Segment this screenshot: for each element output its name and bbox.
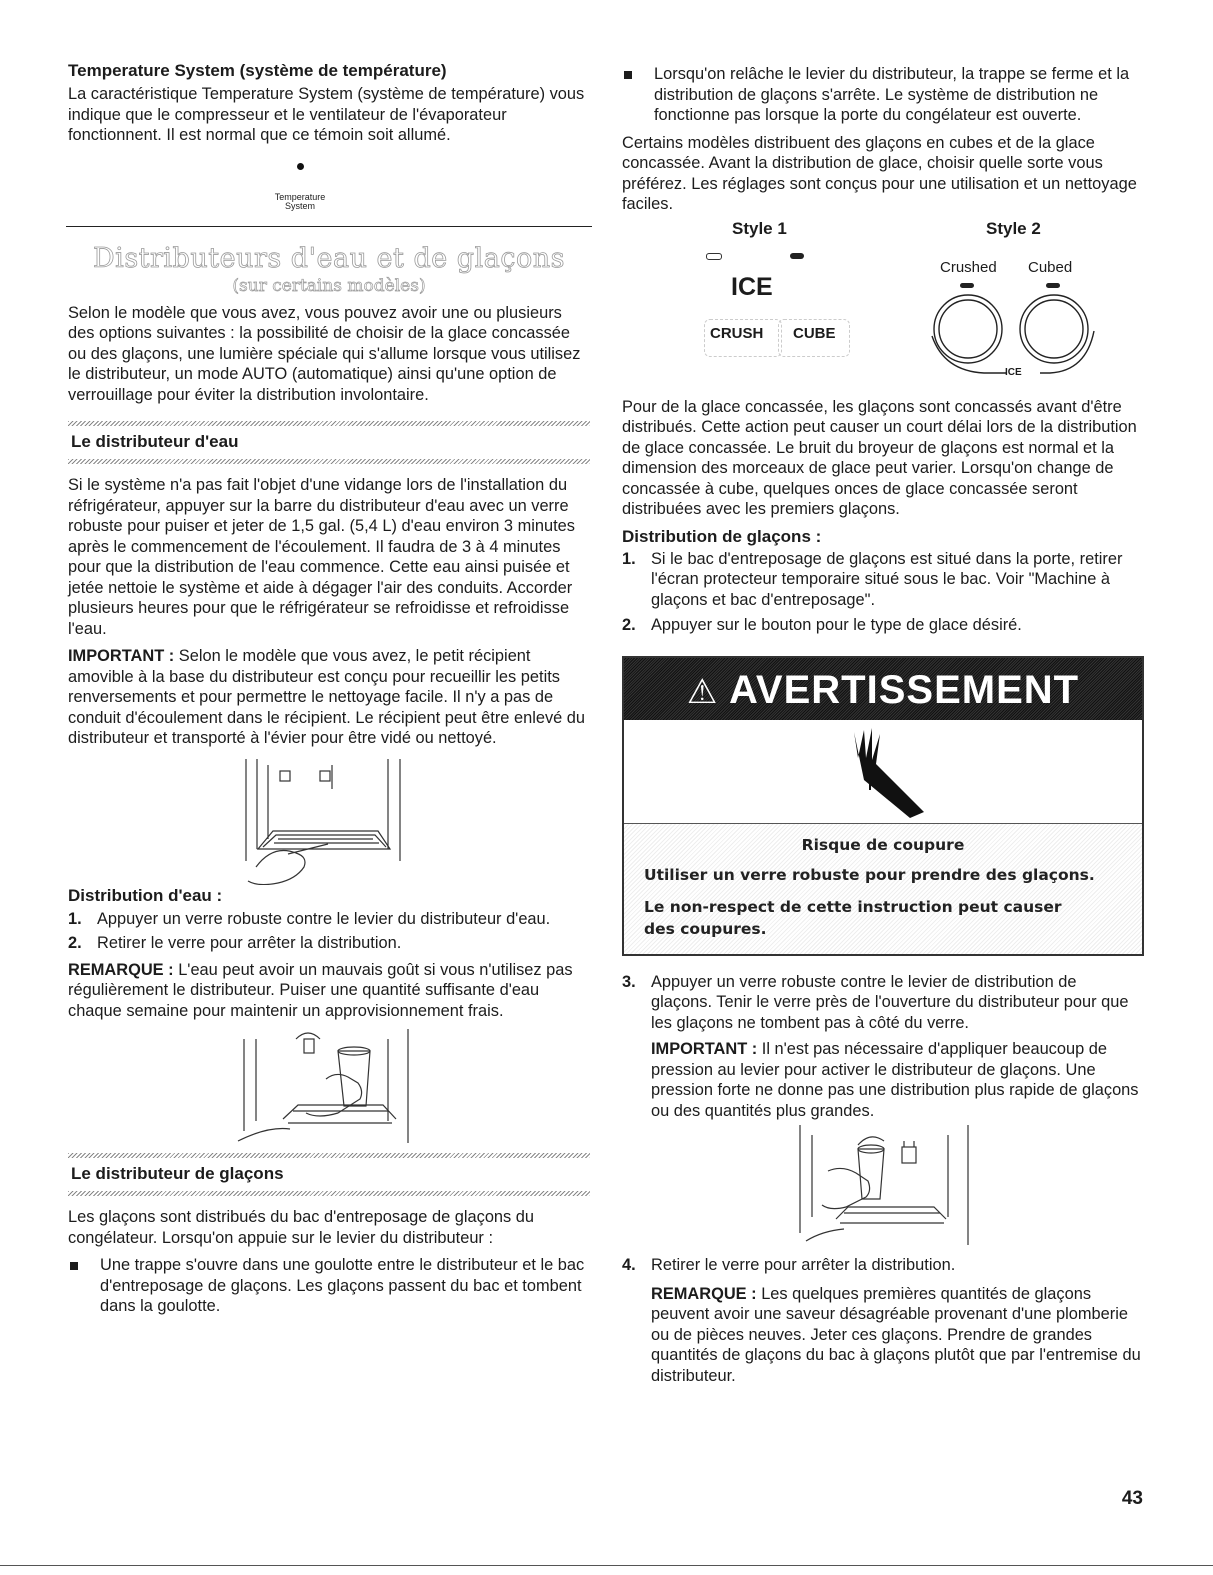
indicator-dot-icon [297, 163, 304, 170]
crushed-button[interactable] [934, 295, 1002, 363]
warning-line-1: Utiliser un verre robuste pour prendre des glaçons. [644, 865, 1095, 884]
ice-step-2 [622, 615, 1142, 636]
important-label: IMPORTANT : [651, 1040, 758, 1058]
style-1-ice-label: ICE [731, 272, 773, 301]
ice-styles-illustration [622, 215, 1142, 395]
ice-para-3: Pour de la glace concassée, les glaçons sont concassés avant d'être distribués. Cette action peut causer un court délai lors de la distribution de glace concassée. Le bruit du broyeur de glaçons est normal et la dimension des morceaux de glace peut varier. Lorsqu'on change de concassée à cube, quelques onces de glace concassée seront distribuées avec les premiers glaçons. [622, 397, 1137, 518]
water-glass-illustration [68, 1021, 590, 1149]
warning-box [622, 656, 1144, 956]
page-number: 43 [1121, 1488, 1143, 1509]
hatch-rule [68, 1191, 590, 1196]
ice-para-2: Certains modèles distribuent des glaçons en cubes et de la glace concassée. Avant la distribution de glace, choisir quelle sorte vous préférez. Les réglages sont conçus pour une utilisation et un nettoyage faciles. [622, 133, 1137, 213]
ice-bullet-2: Lorsqu'on relâche le levier du distributeur, la trappe se ferme et la distribution de glaçons s'arrête. Le système de distribution ne fonctionne pas lorsque la porte du congélateur est ouverte. [622, 64, 1142, 126]
left-column [68, 60, 590, 1317]
water-remarque [68, 960, 590, 1022]
ice-step-1 [622, 549, 1142, 611]
important-label: IMPORTANT : [68, 647, 175, 665]
important-text: Il n'est pas nécessaire d'appliquer beaucoup de pression au levier pour activer le distributeur de glaçons. Une pression forte ne donne pas une distribution plus rapide de glaçons ou des quantités plus grandes. [651, 1040, 1139, 1120]
style-1-right-indicator-icon [790, 253, 804, 259]
style-1-left-indicator-icon [706, 253, 722, 260]
crushed-label: Crushed [940, 258, 997, 276]
water-step-2 [68, 933, 590, 954]
indicator-label-2: System [284, 200, 315, 211]
water-step-1 [68, 909, 590, 930]
style-2-ice-label: ICE [1005, 366, 1022, 378]
style-2-label: Style 2 [986, 218, 1041, 238]
warning-triangle-icon: ⚠ [686, 672, 719, 711]
dispensers-title: Distributeurs d'eau et de glaçons [93, 242, 565, 274]
step-number: 2. [622, 616, 636, 634]
ice-glass-drawing [622, 1121, 1142, 1251]
step-text: Appuyer un verre robuste contre le levier du distributeur d'eau. [97, 909, 551, 928]
hatch-rule [68, 459, 590, 464]
step-number: 1. [622, 549, 636, 568]
water-distribution-heading: Distribution d'eau : [68, 885, 223, 905]
crushed-indicator-icon [960, 283, 974, 288]
ice-bullet-1: Une trappe s'ouvre dans une goulotte entre le distributeur et le bac d'entreposage de glaçons. Les glaçons passent du bac et tombent dans la goulotte. [68, 1255, 590, 1317]
drip-tray-drawing [68, 749, 590, 885]
ice-remarque [622, 1284, 1142, 1387]
ice-dispenser-subhead [68, 1153, 590, 1196]
water-important [68, 646, 590, 749]
temperature-indicator [68, 146, 590, 212]
water-glass-drawing [68, 1021, 590, 1149]
ice-glass-illustration [622, 1121, 1142, 1251]
water-para-1: Si le système n'a pas fait l'objet d'une vidange lors de l'installation du réfrigérateur, appuyer sur la barre du distributeur d'eau avec un verre robuste pour puiser et jeter de 1,5 gal. (5,4 L) d'eau environ 3 minutes après le commencement de l'écoulement. Il faudra de 3 à 4 minutes pour que la distribution de l'eau commence. Cette eau ainsi puisée et jetée nettoie le système et aide à dégager l'air des conduits. Accorder plusieurs heures pour que le réfrigérateur se refroidisse et refroidisse l'eau. [68, 476, 575, 638]
step-number: 4. [622, 1256, 636, 1274]
warning-header [624, 658, 1142, 720]
temperature-system-body: La caractéristique Temperature System (système de température) vous indique que le compresseur et le ventilateur de l'évaporateur fonctionnent. Il est normal que ce témoin soit allumé. [68, 85, 585, 144]
step-text: Retirer le verre pour arrêter la distribution. [97, 934, 402, 952]
cubed-label: Cubed [1028, 258, 1073, 276]
important-text: Selon le modèle que vous avez, le petit récipient amovible à la base du distributeur est conçu pour recueillir les petits renversements et pour permettre le nettoyage facile. Il n'y a pas de conduit d'écoulement dans le récipient. Le récipient peut être enlevé du distributeur et transporté à l'évier pour être vidé ou nettoyé. [68, 647, 586, 747]
warning-risk: Risque de coupure [801, 835, 965, 854]
crush-label: CRUSH [710, 324, 764, 342]
dispensers-subtitle: (sur certains modèles) [232, 275, 426, 296]
right-column [622, 60, 1142, 1386]
remarque-text: L'eau peut avoir un mauvais goût si vous n'utilisez pas régulièrement le distributeur. Puiser une quantité suffisante d'eau chaque semaine pour maintenir un approvisionnement frais. [68, 960, 573, 1020]
remarque-label: REMARQUE : [651, 1284, 757, 1303]
ice-important [622, 1039, 1142, 1121]
step-text: Appuyer sur le bouton pour le type de glace désiré. [651, 616, 1022, 634]
warning-title [624, 668, 1142, 713]
water-dispenser-heading: Le distributeur d'eau [71, 432, 239, 451]
indicator-label-1: Temperature [274, 191, 326, 202]
dispensers-intro: Selon le modèle que vous avez, vous pouvez avoir une ou plusieurs des options suivantes : la possibilité de choisir de la glace concassée ou des glaçons, une lumière spéciale qui s'allume lorsque vous utilisez le distributeur, un mode AUTO (automatique) ainsi qu'une option de verrouillage pour éviter la distribution involontaire. [68, 303, 581, 404]
water-dispenser-subhead [68, 421, 590, 464]
section-divider [66, 226, 592, 227]
cube-label: CUBE [793, 324, 836, 342]
warning-text-area [624, 824, 1142, 954]
ice-distribution-heading: Distribution de glaçons : [622, 526, 822, 546]
remarque-text: Les quelques premières quantités de glaçons peuvent avoir une saveur désagréable provenant d'une plomberie ou de pièces neuves. Jeter ces glaçons. Prendre de grandes quantités de glaçons du bac à glaçons plutôt que par l'entremise du distributeur. [651, 1284, 1141, 1385]
step-number: 3. [622, 972, 636, 991]
style-1-label: Style 1 [732, 218, 787, 238]
ice-step-4 [622, 1255, 1142, 1276]
step-number: 2. [68, 934, 82, 952]
drip-tray-illustration [68, 749, 590, 885]
warning-symbol-area [624, 720, 1142, 824]
ice-para-1: Les glaçons sont distribués du bac d'entreposage de glaçons du congélateur. Lorsqu'on appuie sur le levier du distributeur : [68, 1208, 535, 1247]
ice-step-3 [622, 972, 1142, 1034]
step-text: Appuyer un verre robuste contre le levier de distribution de glaçons. Tenir le verre près de l'ouverture du distributeur pour que les glaçons ne tombent pas à côté du verre. [651, 972, 1129, 1032]
step-text: Retirer le verre pour arrêter la distribution. [651, 1256, 956, 1274]
temperature-system-heading: Temperature System (système de température) [68, 61, 447, 80]
step-number: 1. [68, 909, 82, 928]
step-text: Si le bac d'entreposage de glaçons est situé dans la porte, retirer l'écran protecteur temporaire situé sous le bac. Voir "Machine à glaçons et bac d'entreposage". [651, 549, 1123, 609]
hand-cut-icon [824, 724, 944, 824]
footer-rule [0, 1565, 1213, 1566]
ice-dispenser-heading: Le distributeur de glaçons [71, 1164, 284, 1183]
warning-title-text: AVERTISSEMENT [729, 667, 1080, 712]
remarque-label: REMARQUE : [68, 960, 174, 979]
cubed-indicator-icon [1046, 283, 1060, 288]
warning-line-2: Le non-respect de cette instruction peut causer des coupures. [644, 897, 1062, 938]
cubed-button[interactable] [1020, 295, 1088, 363]
